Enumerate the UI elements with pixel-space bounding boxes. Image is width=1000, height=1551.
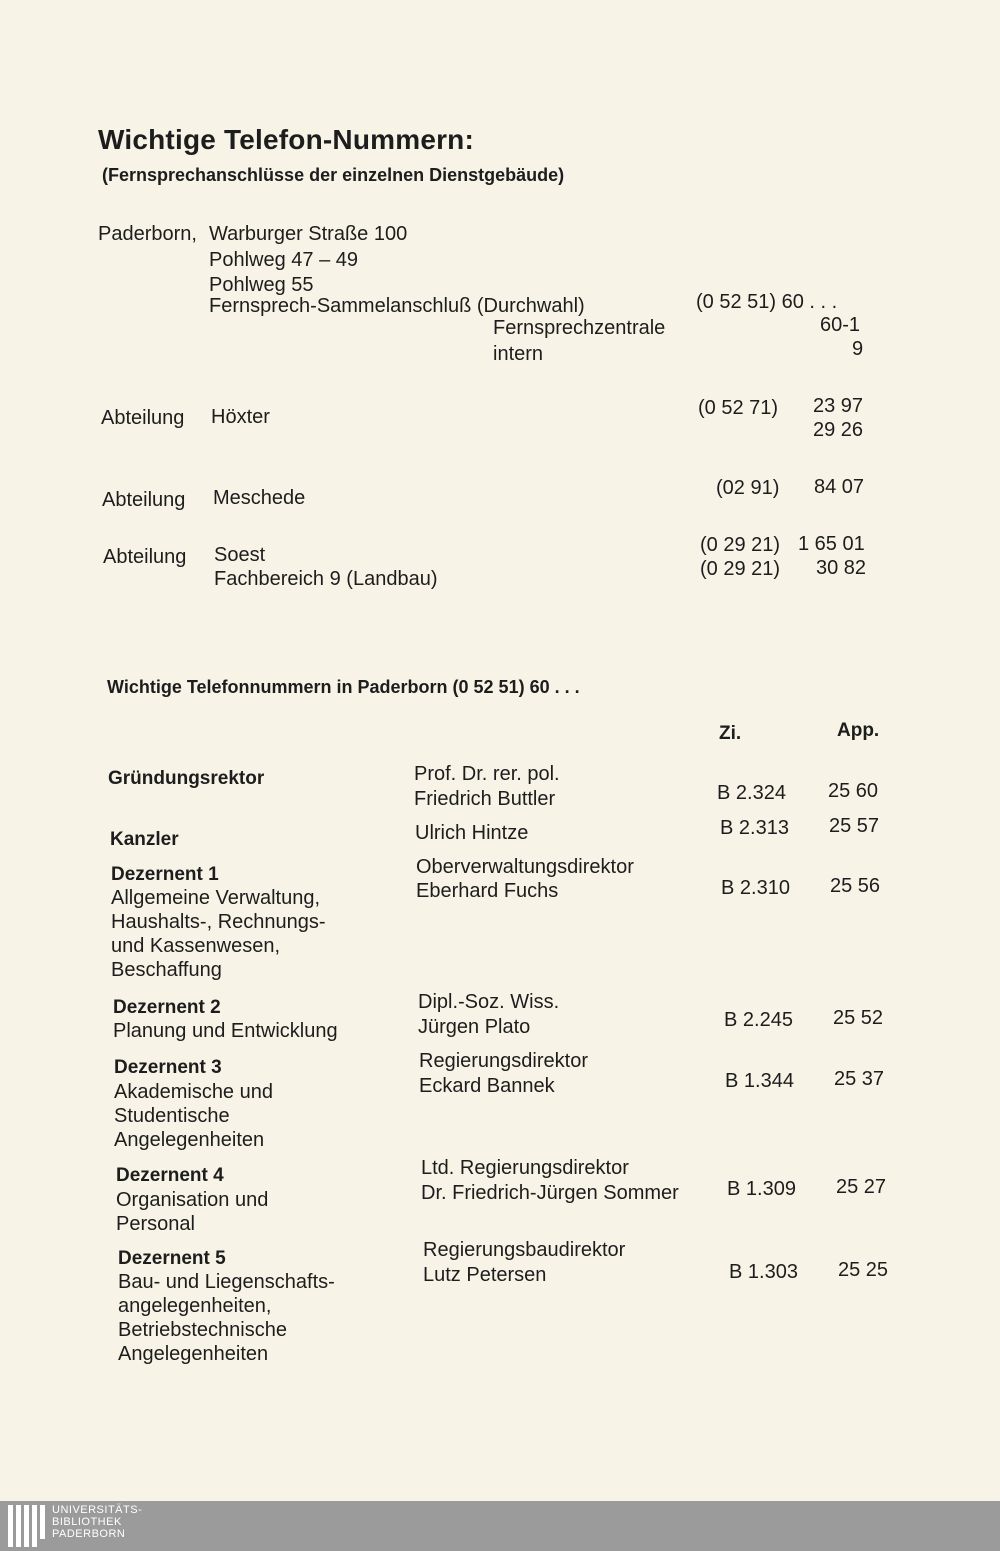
- contact-room: B 1.303: [729, 1261, 798, 1283]
- contact-app: 25 52: [833, 1007, 884, 1029]
- abteilung-area-code: (02 91): [716, 477, 780, 499]
- contact-description: Allgemeine Verwaltung, Haushalts-, Rechnungs- und Kassenwesen, Beschaffung: [111, 887, 326, 981]
- contact-role: Dezernent 1: [111, 864, 219, 885]
- contact-description: Planung und Entwicklung: [113, 1020, 338, 1042]
- library-logo-icon: [8, 1505, 48, 1547]
- contact-person: Ltd. Regierungsdirektor Dr. Friedrich-Jürgen Sommer: [421, 1157, 679, 1204]
- sammelanschluss-number: (0 52 51) 60 . . .: [696, 291, 838, 313]
- contact-role: Dezernent 5: [118, 1248, 226, 1269]
- abteilung-numbers: 84 07: [814, 476, 865, 498]
- abteilung-place: Meschede: [213, 487, 306, 509]
- contact-app: 25 60: [828, 780, 879, 802]
- fachbereich-area-code: (0 29 21): [700, 558, 781, 580]
- paderborn-address-1: Warburger Straße 100: [209, 223, 408, 245]
- intern-label: intern: [493, 343, 544, 365]
- contact-role: Dezernent 3: [114, 1057, 222, 1078]
- contact-person: Oberverwaltungsdirektor Eberhard Fuchs: [416, 856, 634, 902]
- library-footer-bar: [0, 1501, 1000, 1551]
- contact-room: B 1.344: [725, 1070, 794, 1092]
- contact-person: Prof. Dr. rer. pol. Friedrich Buttler: [414, 763, 560, 810]
- page-title: Wichtige Telefon-Nummern:: [98, 124, 475, 155]
- column-header-app: App.: [837, 720, 880, 741]
- zentrale-label: Fernsprechzentrale: [493, 317, 666, 339]
- abteilung-numbers: 23 97 29 26: [813, 395, 864, 441]
- fachbereich-label: Fachbereich 9 (Landbau): [214, 568, 438, 590]
- contact-app: 25 56: [830, 875, 881, 897]
- paderborn-address-3: Pohlweg 55: [209, 274, 314, 296]
- abteilung-label: Abteilung: [103, 546, 187, 568]
- page-subtitle: (Fernsprechanschlüsse der einzelnen Dienstgebäude): [102, 165, 565, 185]
- abteilung-area-code: (0 52 71): [698, 397, 779, 419]
- contact-room: B 2.313: [720, 817, 789, 839]
- contact-person: Ulrich Hintze: [415, 822, 529, 844]
- abteilung-label: Abteilung: [101, 407, 185, 429]
- contact-person: Dipl.-Soz. Wiss. Jürgen Plato: [418, 991, 560, 1038]
- library-logo-text: UNIVERSITÄTS- BIBLIOTHEK PADERBORN: [52, 1504, 143, 1540]
- contact-app: 25 57: [829, 815, 880, 837]
- contact-description: Bau- und Liegenschafts- angelegenheiten, Betriebstechnische Angelegenheiten: [118, 1271, 335, 1365]
- zentrale-number: 60-1: [820, 314, 861, 336]
- section-title: Wichtige Telefonnummern in Paderborn (0 52 51) 60 . . .: [107, 677, 580, 697]
- contact-app: 25 25: [838, 1259, 889, 1281]
- contact-room: B 2.324: [717, 782, 786, 804]
- contact-app: 25 37: [834, 1068, 885, 1090]
- abteilung-place: Höxter: [211, 406, 270, 428]
- paderborn-city: Paderborn,: [98, 223, 197, 245]
- contact-room: B 2.310: [721, 877, 790, 899]
- contact-room: B 1.309: [727, 1178, 796, 1200]
- sammelanschluss-label: Fernsprech-Sammelanschluß (Durchwahl): [209, 295, 585, 317]
- abteilung-place: Soest: [214, 544, 266, 566]
- contact-description: Akademische und Studentische Angelegenheiten: [114, 1081, 273, 1151]
- contact-room: B 2.245: [724, 1009, 793, 1031]
- contact-person: Regierungsbaudirektor Lutz Petersen: [423, 1239, 626, 1286]
- abteilung-area-code: (0 29 21): [700, 534, 781, 556]
- column-header-room: Zi.: [719, 723, 742, 744]
- contact-app: 25 27: [836, 1176, 887, 1198]
- contact-role: Kanzler: [110, 829, 179, 850]
- contact-role: Dezernent 4: [116, 1165, 224, 1186]
- abteilung-numbers: 1 65 01: [798, 533, 865, 555]
- contact-description: Organisation und Personal: [116, 1189, 269, 1235]
- fachbereich-number: 30 82: [816, 557, 867, 579]
- contact-role: Gründungsrektor: [108, 768, 265, 789]
- intern-number: 9: [852, 338, 864, 360]
- contact-role: Dezernent 2: [113, 997, 221, 1018]
- paderborn-address-2: Pohlweg 47 – 49: [209, 249, 359, 271]
- contact-person: Regierungsdirektor Eckard Bannek: [419, 1050, 588, 1097]
- abteilung-label: Abteilung: [102, 489, 186, 511]
